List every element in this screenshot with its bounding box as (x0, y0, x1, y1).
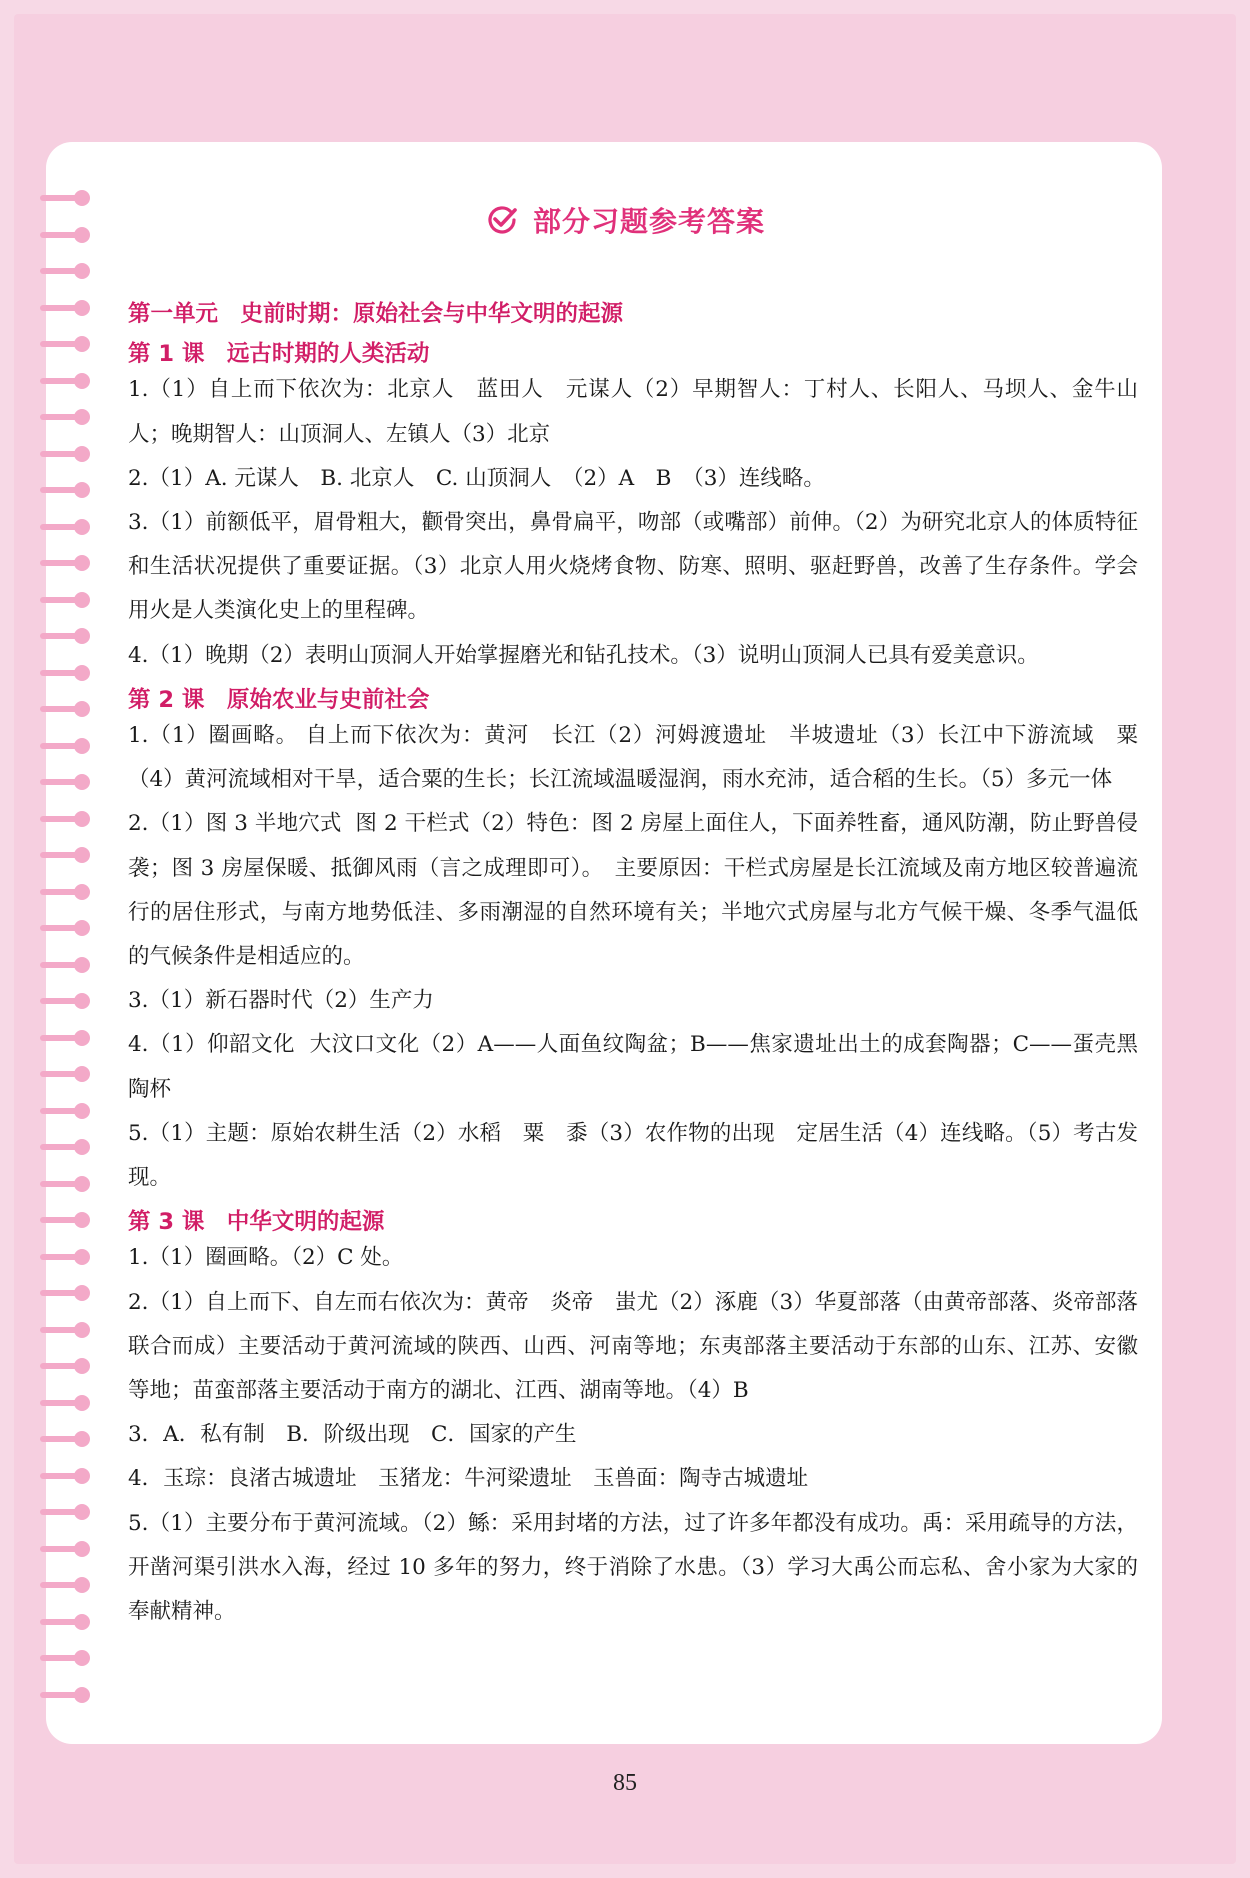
answer-paragraph: 3.（1）新石器时代（2）生产力 (128, 988, 434, 1014)
binder-ring (40, 1468, 90, 1484)
binder-ring (40, 555, 90, 571)
answer-paragraph: 2.（1）自上而下、自左而右依次为：黄帝 炎帝 蚩尤（2）涿鹿（3）华夏部落（由黄帝部落、炎帝部落联合而成）主要活动于黄河流域的陕西、山西、河南等地；东夷部落主要活动于东部的山东、江苏、安徽等地；苗蛮部落主要活动于南方的湖北、江西、湖南等地。（4）B (128, 1289, 1138, 1404)
binder-ring (40, 1431, 90, 1447)
answer-paragraph: 1.（1）自上而下依次为：北京人 蓝田人 元谋人（2）早期智人：丁村人、长阳人、马坝人、金牛山人；晚期智人：山顶洞人、左镇人（3）北京 (128, 377, 1138, 447)
binder-rings (40, 190, 100, 1730)
answer-paragraph: 3.（1）前额低平，眉骨粗大，颧骨突出，鼻骨扁平，吻部（或嘴部）前伸。（2）为研究北京人的体质特征和生活状况提供了重要证据。（3）北京人用火烧烤食物、防寒、照明、驱赶野兽，改善了生存条件。学会用火是人类演化史上的里程碑。 (128, 510, 1138, 624)
binder-ring (40, 701, 90, 717)
binder-ring (40, 1066, 90, 1082)
unit-title: 第一单元 史前时期：原始社会与中华文明的起源 (128, 301, 624, 327)
title-row (0, 200, 1250, 240)
binder-ring (40, 993, 90, 1009)
binder-ring (40, 446, 90, 462)
lesson-title: 第 3 课 中华文明的起源 (128, 1209, 385, 1236)
binder-ring (40, 1176, 90, 1192)
answer-content (128, 292, 1138, 1634)
answer-paragraph: 4．玉琮：良渚古城遗址 玉猪龙：牛河梁遗址 玉兽面：陶寺古城遗址 (128, 1466, 809, 1492)
binder-ring (40, 336, 90, 352)
binder-ring (40, 1103, 90, 1119)
binder-ring (40, 1249, 90, 1265)
answer-paragraph: 2.（1）A. 元谋人 B. 北京人 C. 山顶洞人 （2）A B （3）连线略。 (128, 465, 825, 491)
binder-ring (40, 1614, 90, 1630)
answer-paragraph: 1.（1）圈画略。 自上而下依次为：黄河 长江（2）河姆渡遗址 半坡遗址（3）长江中下游流域 粟（4）黄河流域相对干旱，适合粟的生长；长江流域温暖湿润，雨水充沛，适合稻的生长。（5）多元一体 (128, 723, 1138, 793)
binder-ring (40, 1358, 90, 1374)
lesson-title: 第 1 课 远古时期的人类活动 (128, 341, 430, 368)
binder-ring (40, 1322, 90, 1338)
answer-paragraph: 2.（1）图 3 半地穴式 图 2 干栏式（2）特色：图 2 房屋上面住人，下面养牲畜，通风防潮，防止野兽侵袭；图 3 房屋保暖、抵御风雨（言之成理即可）。 主要原因：干栏式房屋是长江流域及南方地区较普遍流行的居住形式，与南方地势低洼、多雨潮湿的自然环境有关；半地穴式房屋与北方气候干燥、冬季气温低的气候条件是相适应的。 (128, 811, 1138, 970)
answer-paragraph: 1.（1）圈画略。（2）C 处。 (128, 1245, 404, 1271)
binder-ring (40, 1687, 90, 1703)
check-circle-icon (485, 203, 519, 237)
binder-ring (40, 1541, 90, 1557)
binder-ring (40, 519, 90, 535)
binder-ring (40, 409, 90, 425)
lesson-section (128, 678, 1138, 1200)
binder-ring (40, 1139, 90, 1155)
answer-paragraph: 5.（1）主题：原始农耕生活（2）水稻 粟 黍（3）农作物的出现 定居生活（4）连线略。（5）考古发现。 (128, 1120, 1138, 1191)
page-title: 部分习题参考答案 (532, 205, 765, 238)
binder-ring (40, 1212, 90, 1228)
answer-paragraph: 4.（1）晚期（2）表明山顶洞人开始掌握磨光和钻孔技术。（3）说明山顶洞人已具有爱美意识。 (128, 642, 1039, 668)
lesson-title: 第 2 课 原始农业与史前社会 (128, 686, 430, 713)
binder-ring (40, 1395, 90, 1411)
binder-ring (40, 665, 90, 681)
binder-ring (40, 592, 90, 608)
binder-ring (40, 774, 90, 790)
answer-paragraph: 5.（1）主要分布于黄河流域。（2）鲧：采用封堵的方法，过了许多年都没有成功。禹：采用疏导的方法，开凿河渠引洪水入海，经过 10 多年的努力，终于消除了水患。（3）学习大禹公而忘私、舍小家为大家的奉献精神。 (128, 1510, 1138, 1625)
binder-ring (40, 957, 90, 973)
binder-ring (40, 628, 90, 644)
binder-ring (40, 1285, 90, 1301)
binder-ring (40, 738, 90, 754)
binder-ring (40, 1504, 90, 1520)
binder-ring (40, 373, 90, 389)
binder-ring (40, 1577, 90, 1593)
answer-paragraph: 3．A．私有制 B．阶级出现 C．国家的产生 (128, 1422, 577, 1448)
binder-ring (40, 263, 90, 279)
page-number: 85 (613, 1770, 637, 1796)
answer-paragraph: 4.（1）仰韶文化 大汶口文化（2）A——人面鱼纹陶盆；B——焦家遗址出土的成套陶器；C——蛋壳黑陶杯 (128, 1032, 1138, 1102)
binder-ring (40, 1030, 90, 1046)
binder-ring (40, 884, 90, 900)
binder-ring (40, 482, 90, 498)
binder-ring (40, 300, 90, 316)
binder-ring (40, 811, 90, 827)
binder-ring (40, 847, 90, 863)
lesson-section (128, 1200, 1138, 1634)
lesson-section (128, 332, 1138, 678)
binder-ring (40, 920, 90, 936)
binder-ring (40, 1650, 90, 1666)
